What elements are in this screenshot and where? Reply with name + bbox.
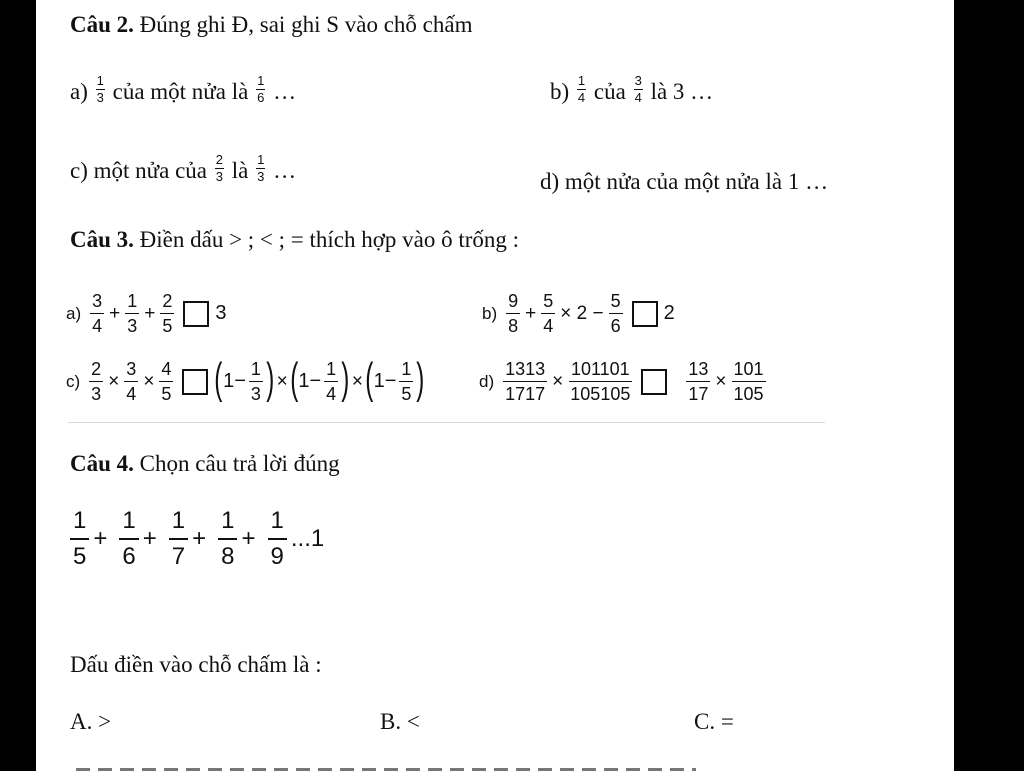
q2-a-dots: … [273, 78, 297, 104]
q3-d-answer-box[interactable] [641, 369, 667, 395]
q4-fraction-1: $\frac{1}{5}$ [70, 506, 89, 572]
q2-b-text: của [593, 78, 626, 104]
one-minus: 1− [373, 370, 397, 392]
one-minus: 1− [223, 370, 246, 392]
times-sign: × [276, 370, 288, 392]
q3-d-label: d) [479, 371, 495, 391]
q3-b-fraction-3: $\frac{5}{6}$ [610, 291, 621, 336]
q3-d-fraction-2: $\frac{101101}{105105}$ [570, 359, 631, 404]
q3-c-paren-fraction-1: $\frac{1}{3}$ [250, 359, 261, 404]
q2-heading [70, 12, 472, 38]
next-line-cutoff [76, 764, 696, 771]
q4-expression [66, 506, 324, 572]
q3-heading-text: Điền dấu > ; < ; = thích hợp vào ô trống : [133, 227, 520, 252]
one-minus: 1− [298, 370, 322, 392]
q3-heading-bold: Câu 3. [70, 227, 134, 252]
plus-sign: + [144, 302, 156, 324]
q3-item-c [66, 353, 425, 405]
q2-c-dots: … [273, 157, 297, 183]
q2-c-label: c) một nửa của [70, 157, 207, 183]
right-paren: ) [416, 353, 425, 403]
q2-b-label: b) [550, 78, 570, 104]
q3-c-paren-fraction-2: $\frac{1}{4}$ [326, 359, 337, 404]
q2-item-b [550, 73, 714, 109]
q2-b-tail: là 3 … [650, 78, 714, 104]
q3-c-fraction-1: $\frac{2}{3}$ [91, 359, 102, 404]
q3-item-a [66, 290, 227, 337]
q3-c-paren-fraction-3: $\frac{1}{5}$ [401, 359, 412, 404]
q3-c-answer-box[interactable] [182, 369, 208, 395]
q3-c-fraction-3: $\frac{4}{5}$ [161, 359, 172, 404]
q2-item-a [70, 73, 297, 109]
plus-sign: + [525, 302, 537, 324]
right-paren: ) [266, 353, 275, 403]
plus-sign: + [109, 302, 121, 324]
q3-a-fraction-3: $\frac{2}{5}$ [162, 291, 173, 336]
q2-item-c [70, 152, 297, 188]
q3-b-label: b) [482, 303, 498, 323]
q2-c-fraction-2: $\frac{1}{3}$ [257, 152, 265, 184]
times-sign: × [715, 370, 727, 392]
q3-b-fraction-2: $\frac{5}{4}$ [543, 291, 554, 336]
q3-b-rhs: 2 [663, 302, 675, 324]
q2-c-fraction-1: $\frac{2}{3}$ [215, 152, 223, 184]
section-divider [68, 422, 825, 423]
plus-sign: + [93, 525, 108, 552]
q2-a-text: của một nửa là [112, 78, 249, 104]
right-paren: ) [341, 353, 350, 403]
q4-heading-bold: Câu 4. [70, 451, 134, 476]
times-sign: × [351, 370, 363, 392]
q4-option-a[interactable]: A. > [70, 709, 112, 734]
q2-heading-text: Đúng ghi Đ, sai ghi S vào chỗ chấm [133, 12, 473, 37]
q3-d-fraction-1: $\frac{1313}{1717}$ [505, 359, 546, 404]
q4-fraction-3: $\frac{1}{7}$ [169, 506, 188, 572]
q3-d-fraction-3: $\frac{13}{17}$ [688, 359, 709, 404]
q2-a-label: a) [70, 78, 88, 104]
q2-b-fraction-2: $\frac{3}{4}$ [634, 73, 642, 105]
left-paren: ( [365, 353, 374, 403]
q2-b-fraction-1: $\frac{1}{4}$ [577, 73, 586, 105]
document-page [36, 0, 954, 771]
q3-a-rhs: 3 [215, 302, 227, 324]
q3-heading [70, 227, 519, 253]
q4-option-b[interactable]: B. < [380, 709, 420, 734]
left-paren: ( [289, 353, 299, 403]
q2-heading-bold: Câu 2. [70, 12, 134, 37]
q3-c-fraction-2: $\frac{3}{4}$ [126, 359, 137, 404]
q3-b-answer-box[interactable] [632, 301, 658, 327]
q3-a-fraction-1: $\frac{3}{4}$ [92, 291, 103, 336]
q4-fraction-2: $\frac{1}{6}$ [119, 506, 138, 572]
q4-heading-text: Chọn câu trả lời đúng [133, 451, 340, 476]
plus-sign: + [142, 525, 157, 552]
q4-option-c[interactable]: C. = [694, 709, 734, 734]
q2-a-fraction-2: $\frac{1}{6}$ [257, 73, 265, 105]
q3-item-b [482, 290, 675, 337]
q3-item-d [479, 358, 769, 405]
q3-d-fraction-4: $\frac{101}{105}$ [733, 359, 764, 404]
q4-tail: ...1 [290, 525, 325, 552]
q3-a-answer-box[interactable] [183, 301, 209, 327]
plus-sign: + [192, 525, 207, 552]
left-paren: ( [214, 353, 223, 403]
q3-a-fraction-2: $\frac{1}{3}$ [127, 291, 138, 336]
times-sign: × [108, 370, 120, 392]
q4-fraction-5: $\frac{1}{9}$ [268, 506, 287, 572]
q3-c-label: c) [66, 371, 81, 391]
q4-prompt: Dấu điền vào chỗ chấm là : [70, 652, 322, 677]
plus-sign: + [241, 525, 256, 552]
q3-a-label: a) [66, 303, 82, 323]
q3-b-fraction-1: $\frac{9}{8}$ [508, 291, 519, 336]
q2-item-d: d) một nửa của một nửa là 1 … [540, 169, 829, 194]
q4-heading [70, 451, 340, 477]
q4-fraction-4: $\frac{1}{8}$ [218, 506, 237, 572]
times-sign: × [143, 370, 155, 392]
times-sign: × [552, 370, 564, 392]
times-minus-operator: × 2 − [560, 302, 604, 324]
q2-a-fraction-1: $\frac{1}{3}$ [96, 73, 104, 105]
q2-c-text: là [231, 157, 249, 183]
